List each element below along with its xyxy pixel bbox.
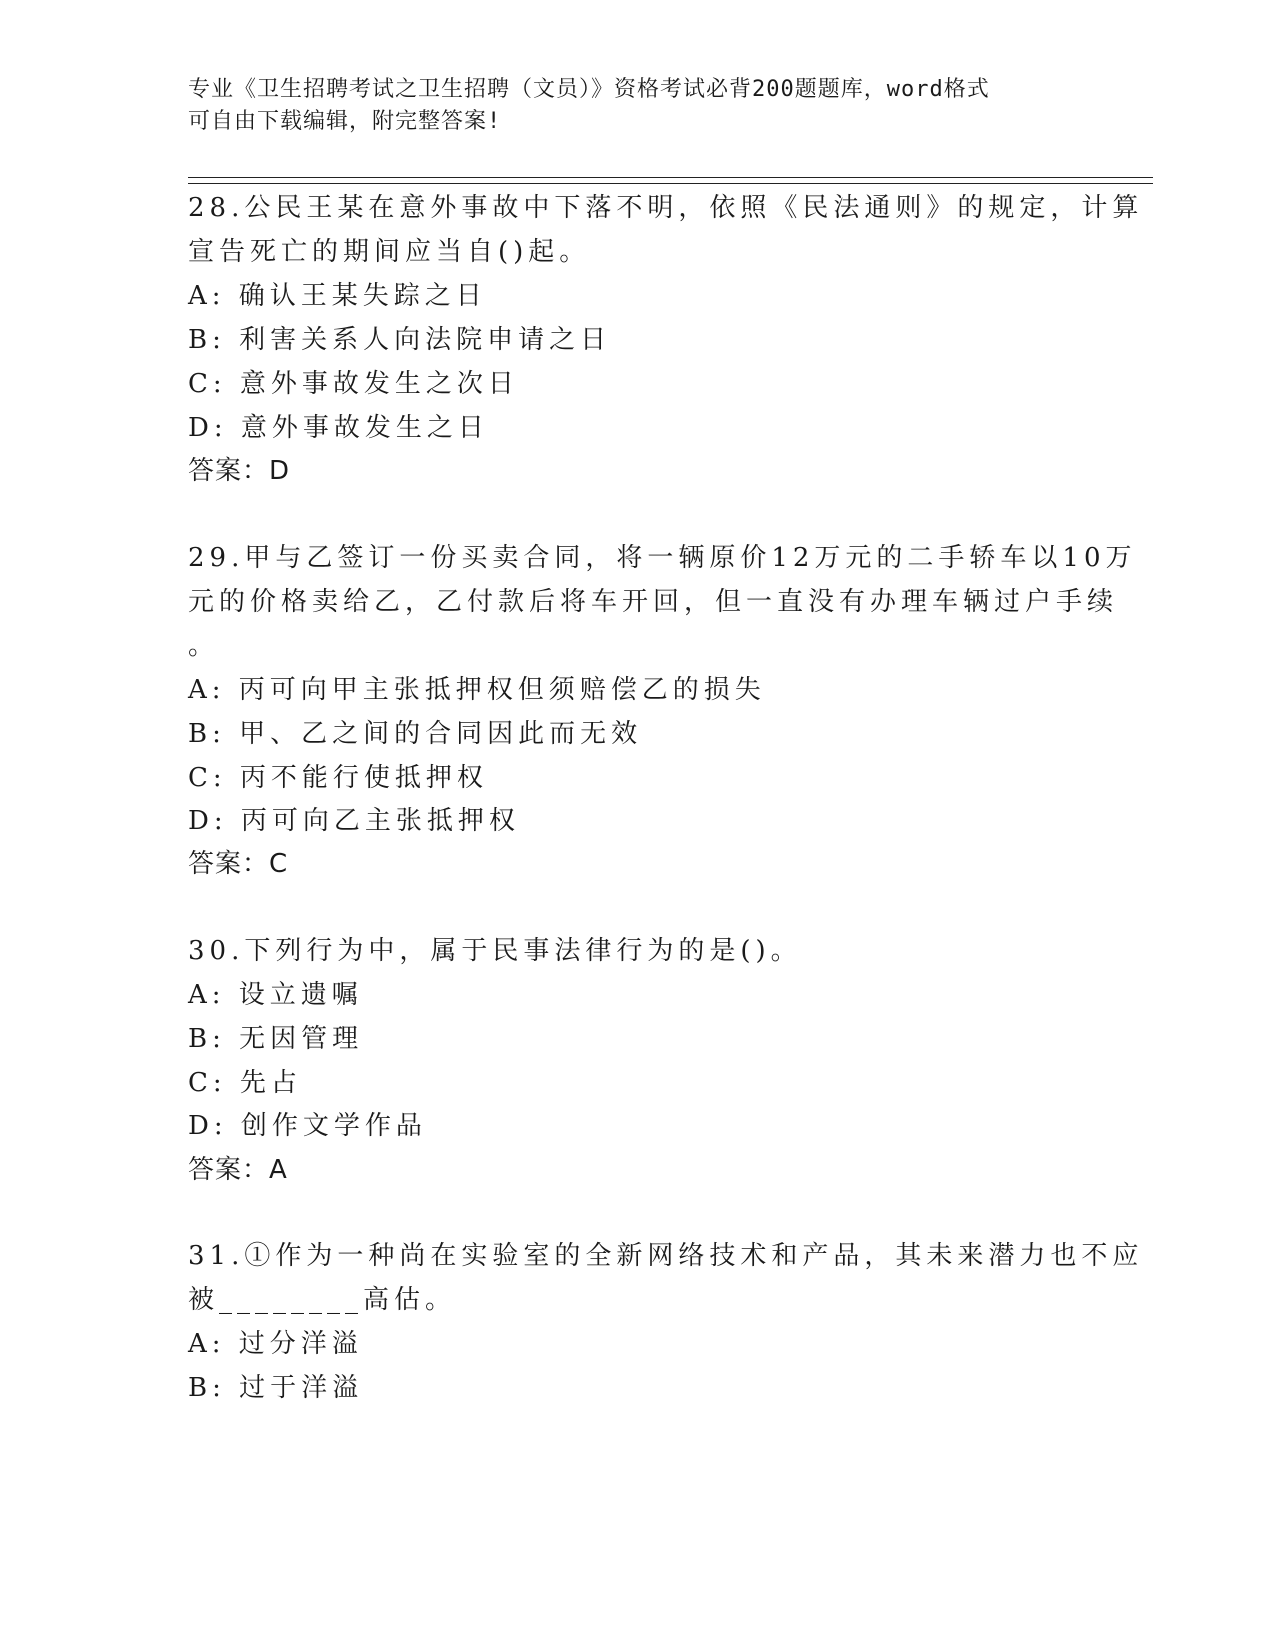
question-29-option-a: A: 丙可向甲主张抵押权但须赔偿乙的损失 xyxy=(188,675,766,705)
question-28-stem-line-1: 28.公民王某在意外事故中下落不明，依照《民法通则》的规定，计算 xyxy=(188,193,1144,223)
question-28-option-c: C: 意外事故发生之次日 xyxy=(188,369,519,399)
question-30-answer: 答案：A xyxy=(188,1155,288,1185)
question-28-answer: 答案：D xyxy=(188,456,291,486)
question-28-option-a: A: 确认王某失踪之日 xyxy=(188,281,487,311)
question-30-option-b: B: 无因管理 xyxy=(188,1024,364,1054)
header-line-2: 可自由下载编辑，附完整答案! xyxy=(188,109,502,134)
question-31-option-a: A: 过分洋溢 xyxy=(188,1329,363,1359)
question-29-stem-line-1: 29.甲与乙签订一份买卖合同，将一辆原价12万元的二手轿车以10万 xyxy=(188,543,1137,573)
header-line-1: 专业《卫生招聘考试之卫生招聘（文员）》资格考试必背200题题库，word格式 xyxy=(188,77,990,102)
document-header xyxy=(188,74,1088,138)
question-30-option-a: A: 设立遗嘱 xyxy=(188,980,363,1010)
question-31-option-b: B: 过于洋溢 xyxy=(188,1373,364,1403)
question-29-answer: 答案：C xyxy=(188,849,289,879)
question-29-option-b: B: 甲、乙之间的合同因此而无效 xyxy=(188,719,643,749)
header-divider-top xyxy=(188,177,1153,178)
question-28-option-d: D: 意外事故发生之日 xyxy=(188,413,489,443)
question-30-option-c: C: 先占 xyxy=(188,1068,302,1098)
question-30-stem-line-1: 30.下列行为中，属于民事法律行为的是()。 xyxy=(188,936,802,966)
question-30-option-d: D: 创作文学作品 xyxy=(188,1111,427,1141)
question-29-stem-line-2: 元的价格卖给乙，乙付款后将车开回，但一直没有办理车辆过户手续 xyxy=(188,587,1119,617)
header-divider-bottom xyxy=(188,183,1153,184)
question-31-stem-line-1: 31.①作为一种尚在实验室的全新网络技术和产品，其未来潜力也不应 xyxy=(188,1241,1144,1271)
question-31-stem-line-2: 被________高估。 xyxy=(188,1285,457,1315)
question-29-stem-line-3: 。 xyxy=(188,631,220,661)
question-28-option-b: B: 利害关系人向法院申请之日 xyxy=(188,325,612,355)
question-28-stem-line-2: 宣告死亡的期间应当自()起。 xyxy=(188,237,591,267)
question-29-option-d: D: 丙可向乙主张抵押权 xyxy=(188,806,520,836)
question-29-option-c: C: 丙不能行使抵押权 xyxy=(188,763,488,793)
